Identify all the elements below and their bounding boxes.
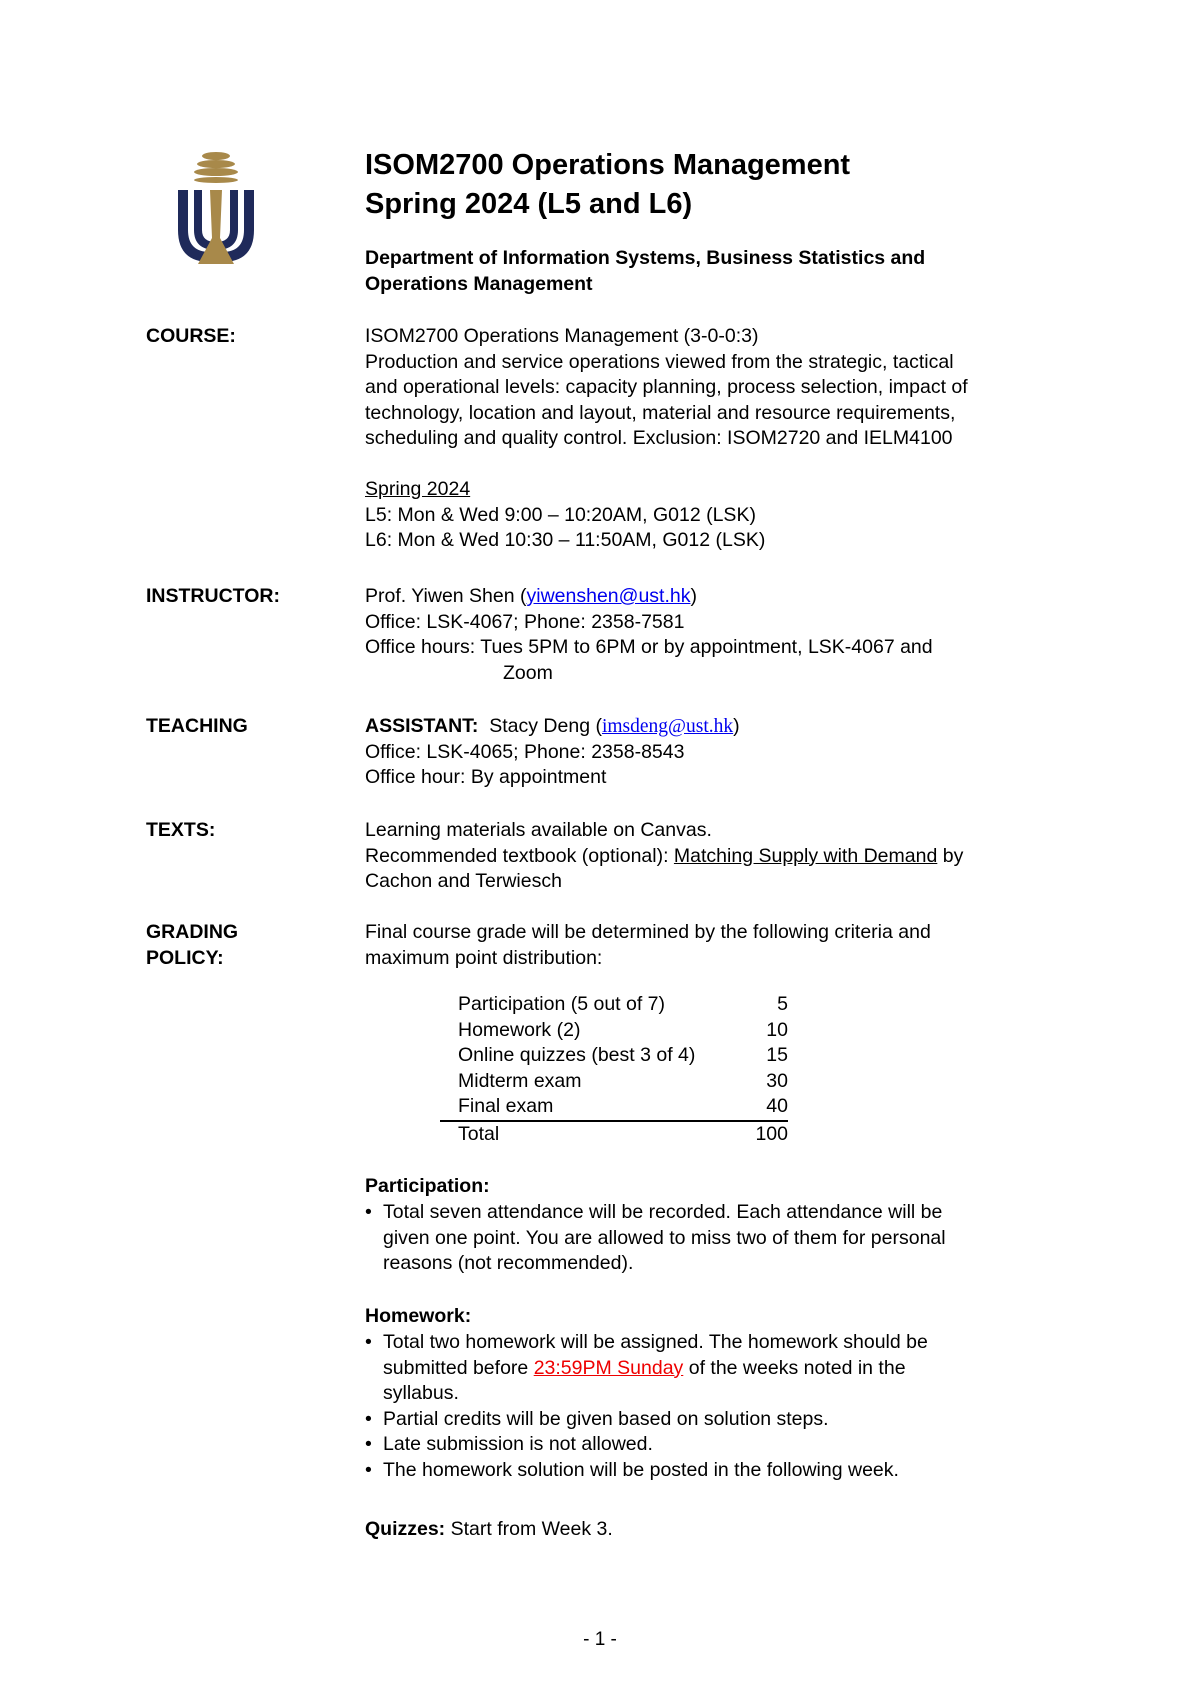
grading-line: Final course grade will be determined by the following criteria and <box>365 921 931 943</box>
list-item <box>365 1200 946 1277</box>
course-line: and operational levels: capacity planning, process selection, impact of <box>365 376 968 398</box>
instructor-hours: Office hours: Tues 5PM to 6PM or by appointment, LSK-4067 and <box>365 636 933 658</box>
department-name <box>365 246 925 297</box>
table-row <box>440 1069 788 1095</box>
department-line: Department of Information Systems, Business Statistics and <box>365 247 926 269</box>
bullet-line: • Total seven attendance will be recorded. Each attendance will be <box>383 1201 943 1223</box>
ta-name <box>365 714 740 740</box>
instructor-info <box>365 584 933 686</box>
page-subtitle: Spring 2024 (L5 and L6) <box>365 188 693 220</box>
deadline-suffix: of the weeks noted in the <box>688 1356 906 1379</box>
textbook-suffix: by <box>942 844 964 867</box>
table-row <box>440 1043 788 1069</box>
university-logo <box>174 142 258 274</box>
instructor-name-close: ) <box>690 585 697 607</box>
instructor-name <box>365 584 933 610</box>
ta-name-text: Stacy Deng ( <box>489 715 602 737</box>
bullet-line: syllabus. <box>383 1382 459 1404</box>
page-number: - 1 - <box>583 1629 617 1650</box>
ta-name-close: ) <box>733 715 740 737</box>
bullet-line: reasons (not recommended). <box>383 1252 634 1274</box>
ta-email-link[interactable]: imsdeng@ust.hk <box>601 716 734 737</box>
course-line: ISOM2700 Operations Management (3-0-0:3) <box>365 325 759 347</box>
ta-office: Office: LSK-4065; Phone: 2358-8543 <box>365 740 685 763</box>
course-line: Production and service operations viewed from the strategic, tactical <box>365 350 954 373</box>
textbook-line <box>365 844 963 870</box>
bullet-line: given one point. You are allowed to miss two of them for personal <box>383 1226 946 1249</box>
quizzes-section <box>365 1517 613 1543</box>
grade-item: Online quizzes (best 3 of 4) <box>458 1044 696 1066</box>
ta-label: TEACHING <box>146 715 248 737</box>
course-label: COURSE: <box>146 325 236 347</box>
deadline-text: 23:59PM Sunday <box>533 1356 684 1379</box>
list-item <box>365 1432 928 1458</box>
grading-label-line: POLICY: <box>146 946 224 969</box>
textbook-authors: Cachon and Terwiesch <box>365 870 562 892</box>
table-row <box>440 1018 788 1044</box>
ta-label-cont: ASSISTANT: <box>365 715 479 737</box>
table-row <box>440 1094 788 1121</box>
homework-heading: Homework: <box>365 1305 472 1327</box>
session-line: L5: Mon & Wed 9:00 – 10:20AM, G012 (LSK) <box>365 503 756 526</box>
course-schedule <box>365 477 765 554</box>
page-title: ISOM2700 Operations Management <box>365 149 851 181</box>
texts-line: Learning materials available on Canvas. <box>365 819 712 841</box>
deadline-prefix: submitted before <box>383 1356 529 1379</box>
grade-points: 30 <box>766 1069 788 1092</box>
grading-label <box>146 920 238 971</box>
textbook-title: Matching Supply with Demand <box>673 844 938 867</box>
course-line: scheduling and quality control. Exclusion: ISOM2720 and IELM4100 <box>365 427 953 449</box>
course-description <box>365 324 968 452</box>
grade-item: Homework (2) <box>458 1018 581 1041</box>
session-line: L6: Mon & Wed 10:30 – 11:50AM, G012 (LSK) <box>365 529 766 551</box>
participation-heading: Participation: <box>365 1175 490 1197</box>
instructor-name-text: Prof. Yiwen Shen ( <box>365 585 527 607</box>
bullet-line: • Late submission is not allowed. <box>383 1433 653 1455</box>
grade-item: Final exam <box>440 1094 708 1121</box>
grade-item: Participation (5 out of 7) <box>458 993 666 1015</box>
course-line: technology, location and layout, material and resource requirements, <box>365 401 956 424</box>
participation-list <box>365 1200 946 1277</box>
instructor-label: INSTRUCTOR: <box>146 585 280 607</box>
grade-points: 5 <box>777 993 788 1015</box>
grade-points: 40 <box>708 1094 788 1121</box>
bullet-line <box>383 1356 928 1382</box>
grading-line: maximum point distribution: <box>365 946 603 969</box>
list-item <box>365 1458 928 1484</box>
texts-info <box>365 818 963 895</box>
bullet-line: • The homework solution will be posted in the following week. <box>383 1458 899 1481</box>
grade-table <box>440 992 788 1147</box>
textbook-prefix: Recommended textbook (optional): <box>365 844 669 867</box>
table-row <box>440 992 788 1018</box>
bullet-line: • Partial credits will be given based on solution steps. <box>383 1407 829 1430</box>
ta-info <box>365 714 740 791</box>
grading-label-line: GRADING <box>146 921 239 943</box>
grade-total-label: Total <box>458 1122 500 1145</box>
quizzes-heading: Quizzes: <box>365 1518 446 1540</box>
grade-item: Midterm exam <box>458 1069 582 1092</box>
quizzes-text: Start from Week 3. <box>450 1518 613 1540</box>
grading-intro <box>365 920 931 971</box>
texts-label: TEXTS: <box>146 819 216 841</box>
ta-hours: Office hour: By appointment <box>365 766 607 788</box>
homework-list <box>365 1330 928 1483</box>
grade-points: 10 <box>766 1018 788 1041</box>
list-item <box>365 1407 928 1433</box>
grade-points: 15 <box>766 1044 788 1066</box>
list-item <box>365 1330 928 1407</box>
table-total-row <box>440 1121 788 1148</box>
instructor-office: Office: LSK-4067; Phone: 2358-7581 <box>365 610 685 633</box>
grade-total-value: 100 <box>755 1122 788 1145</box>
bullet-line: • Total two homework will be assigned. The homework should be <box>383 1331 928 1353</box>
department-line: Operations Management <box>365 272 593 295</box>
term-label: Spring 2024 <box>365 478 471 500</box>
instructor-email-link[interactable]: yiwenshen@ust.hk <box>526 585 691 607</box>
instructor-hours-cont: Zoom <box>503 661 553 684</box>
